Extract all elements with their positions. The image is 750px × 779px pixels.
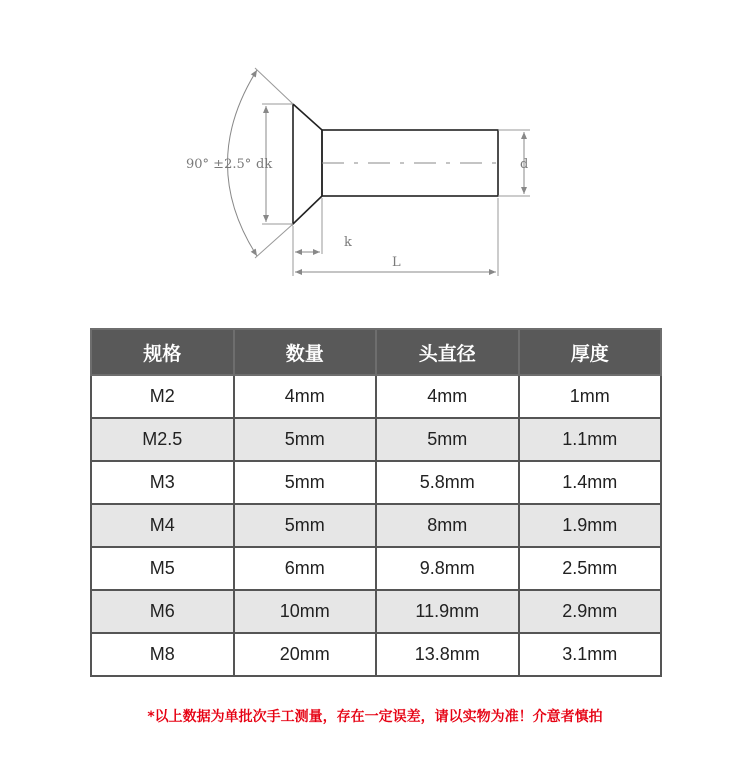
cell-quantity: 5mm (234, 504, 377, 547)
table-row (91, 633, 661, 676)
cell-quantity: 5mm (234, 418, 377, 461)
cell-head-diameter: 13.8mm (376, 633, 519, 676)
cell-spec: M2 (91, 375, 234, 418)
cell-thickness: 3.1mm (519, 633, 662, 676)
rivet-dimension-diagram (0, 0, 750, 300)
cell-quantity: 20mm (234, 633, 377, 676)
cell-spec: M8 (91, 633, 234, 676)
table-row (91, 375, 661, 418)
k-label: k (344, 235, 352, 250)
header-head-diameter: 头直径 (376, 329, 519, 375)
cell-spec: M4 (91, 504, 234, 547)
table-row (91, 504, 661, 547)
table-header-row (91, 329, 661, 375)
spec-table (90, 328, 662, 677)
angle-label: 90° ±2.5° (186, 157, 252, 172)
cell-thickness: 1.4mm (519, 461, 662, 504)
cell-spec: M3 (91, 461, 234, 504)
cell-thickness: 1.1mm (519, 418, 662, 461)
dk-label: dk (256, 157, 273, 172)
rivet-head (293, 104, 322, 224)
cell-thickness: 1mm (519, 375, 662, 418)
cell-head-diameter: 8mm (376, 504, 519, 547)
cell-thickness: 2.5mm (519, 547, 662, 590)
table-row (91, 590, 661, 633)
d-label: d (520, 157, 529, 172)
cell-quantity: 5mm (234, 461, 377, 504)
cell-spec: M5 (91, 547, 234, 590)
cell-thickness: 1.9mm (519, 504, 662, 547)
cell-quantity: 4mm (234, 375, 377, 418)
cell-thickness: 2.9mm (519, 590, 662, 633)
table-row (91, 547, 661, 590)
table-row (91, 418, 661, 461)
cell-quantity: 6mm (234, 547, 377, 590)
cell-spec: M6 (91, 590, 234, 633)
cell-head-diameter: 5mm (376, 418, 519, 461)
cell-quantity: 10mm (234, 590, 377, 633)
measurement-note: *以上数据为单批次手工测量，存在一定误差，请以实物为准！介意者慎拍 (147, 709, 603, 725)
header-quantity: 数量 (234, 329, 377, 375)
table-row (91, 461, 661, 504)
cell-head-diameter: 9.8mm (376, 547, 519, 590)
cell-head-diameter: 4mm (376, 375, 519, 418)
L-label: L (392, 255, 401, 270)
cell-spec: M2.5 (91, 418, 234, 461)
header-spec: 规格 (91, 329, 234, 375)
cell-head-diameter: 11.9mm (376, 590, 519, 633)
header-thickness: 厚度 (519, 329, 662, 375)
cell-head-diameter: 5.8mm (376, 461, 519, 504)
